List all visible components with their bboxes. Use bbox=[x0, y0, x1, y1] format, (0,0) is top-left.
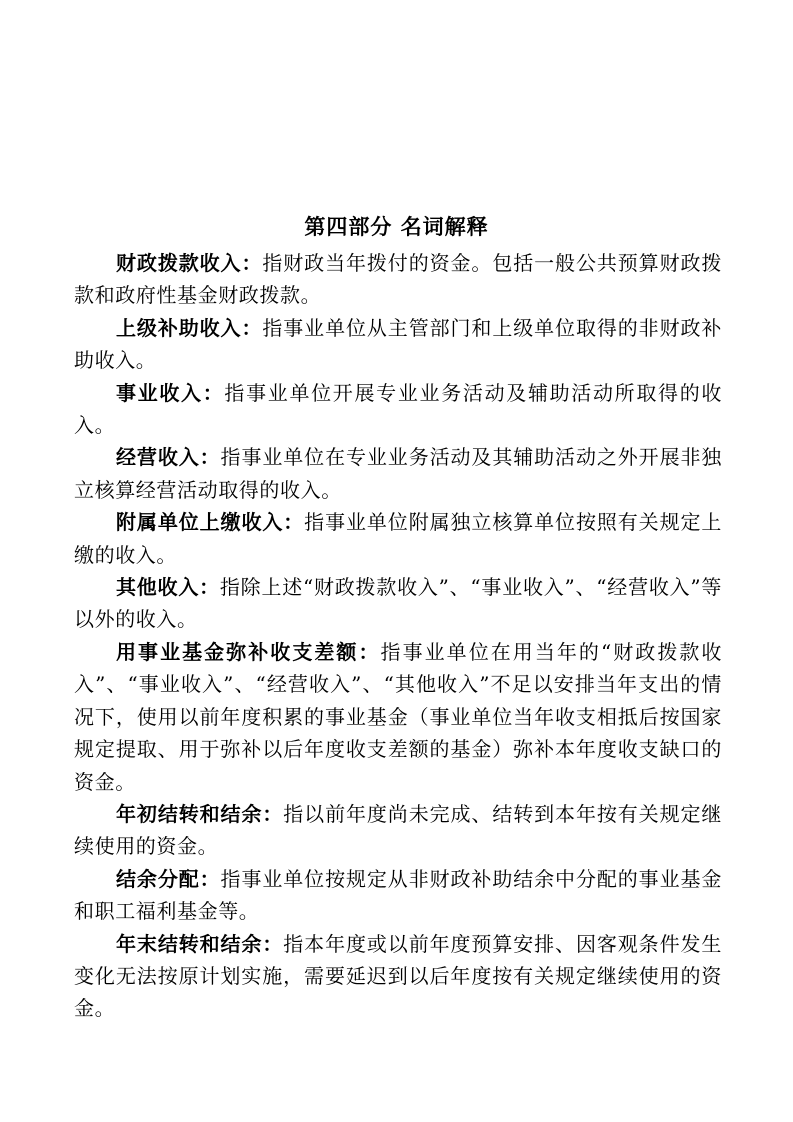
glossary-entry bbox=[74, 377, 722, 442]
glossary-definition: 指事业单位附属独立核算单位按照有关规定上缴的收入。 bbox=[74, 510, 723, 567]
glossary-entry bbox=[74, 863, 722, 928]
glossary-term: 事业收入： bbox=[116, 380, 225, 405]
glossary-term: 结余分配： bbox=[116, 866, 221, 891]
glossary-definition: 指除上述“财政拨款收入”、“事业收入”、“经营收入”等以外的收入。 bbox=[74, 575, 722, 632]
glossary-entry bbox=[74, 798, 722, 863]
glossary-entry bbox=[74, 928, 722, 1025]
glossary-term: 用事业基金弥补收支差额： bbox=[116, 639, 381, 664]
glossary-definition: 指事业单位从主管部门和上级单位取得的非财政补助收入。 bbox=[74, 315, 723, 373]
glossary-term: 上级补助收入： bbox=[116, 315, 263, 340]
glossary-definition: 指事业单位按规定从非财政补助结余中分配的事业基金和职工福利基金等。 bbox=[74, 866, 723, 924]
glossary-entry bbox=[74, 441, 722, 506]
section-title: 第四部分 名词解释 bbox=[304, 215, 489, 239]
glossary-list bbox=[74, 247, 722, 1025]
glossary-definition: 指以前年度尚未完成、结转到本年按有关规定继续使用的资金。 bbox=[74, 801, 722, 859]
glossary-definition: 指财政当年拨付的资金。包括一般公共预算财政拨款和政府性基金财政拨款。 bbox=[74, 251, 723, 308]
glossary-definition: 指事业单位开展专业业务活动及辅助活动所取得的收入。 bbox=[74, 380, 722, 438]
glossary-term: 财政拨款收入： bbox=[116, 251, 263, 275]
glossary-term: 年初结转和结余： bbox=[116, 801, 284, 826]
glossary-term: 经营收入： bbox=[116, 445, 221, 470]
glossary-definition: 指事业单位在用当年的“财政拨款收入”、“事业收入”、“经营收入”、“其他收入”不足以安排当年支出的情况下，使用以前年度积累的事业基金（事业单位当年收支相抵后按国家规定提取、用于弥补以后年度收支差额的基金）弥补本年度收支缺口的资金。 bbox=[74, 639, 723, 794]
glossary-entry bbox=[74, 247, 722, 312]
glossary-entry bbox=[74, 636, 722, 798]
glossary-term: 附属单位上缴收入： bbox=[116, 510, 305, 535]
glossary-entry bbox=[74, 312, 722, 377]
glossary-term: 其他收入： bbox=[116, 575, 220, 600]
glossary-definition: 指本年度或以前年度预算安排、因客观条件发生变化无法按原计划实施，需要延迟到以后年度按有关规定继续使用的资金。 bbox=[74, 931, 722, 1021]
glossary-entry bbox=[74, 571, 722, 636]
glossary-entry bbox=[74, 506, 722, 571]
glossary-term: 年末结转和结余： bbox=[116, 931, 284, 956]
glossary-definition: 指事业单位在专业业务活动及其辅助活动之外开展非独立核算经营活动取得的收入。 bbox=[74, 445, 723, 502]
